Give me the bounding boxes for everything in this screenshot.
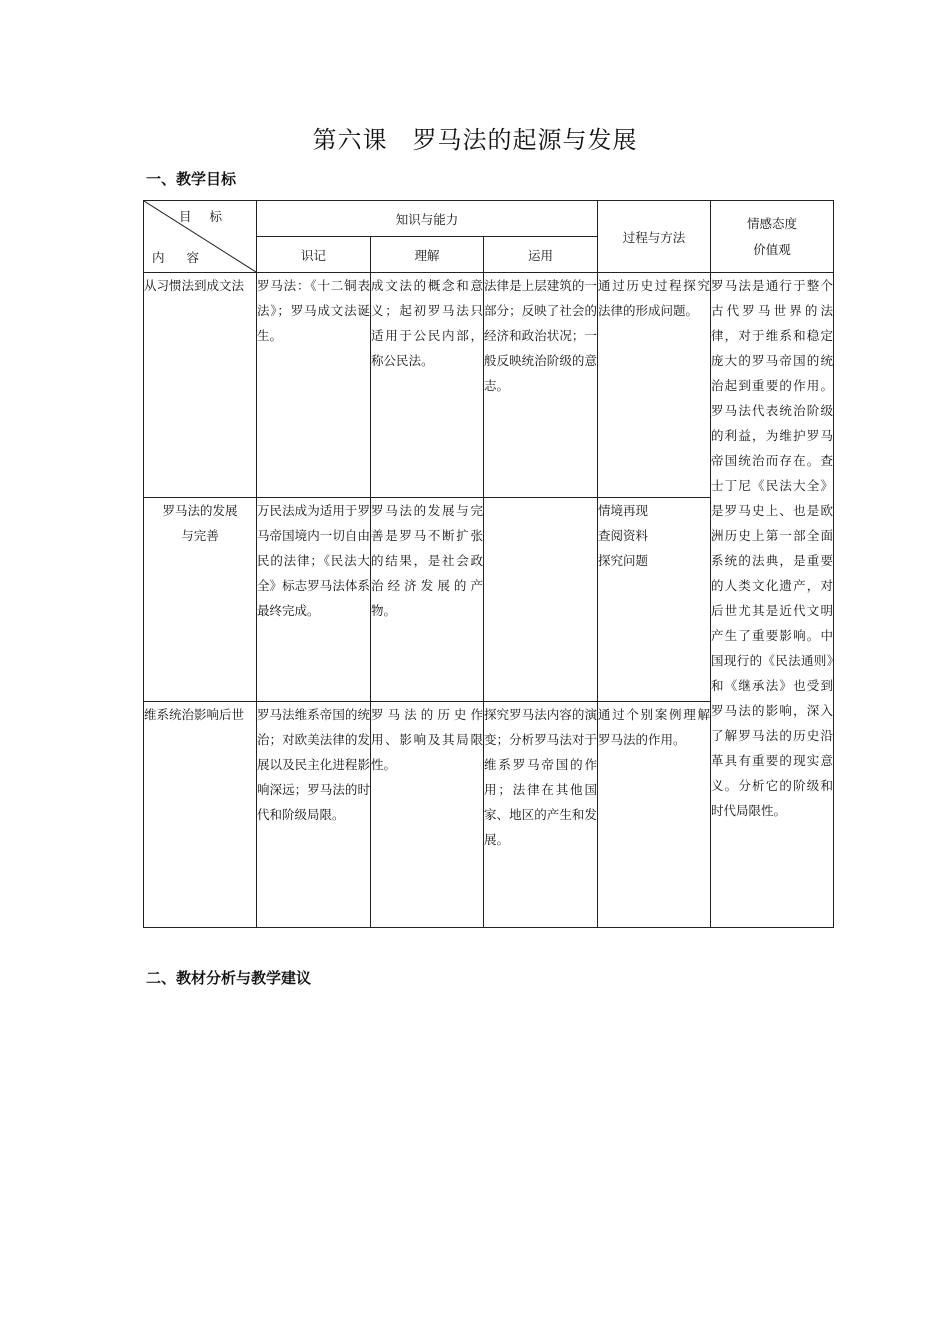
cell-process: 通过个别案例理解罗马法的作用。 [598, 702, 711, 928]
process-line: 探究问题 [598, 553, 649, 568]
subheader-apply: 运用 [484, 237, 598, 273]
cell-understand: 罗马法的历史作用、影响及其局限性。 [371, 702, 484, 928]
section-heading-analysis: 二、教材分析与教学建议 [146, 969, 312, 987]
subheader-understand: 理解 [371, 237, 484, 273]
subheader-memorize: 识记 [257, 237, 371, 273]
process-header: 过程与方法 [598, 201, 711, 273]
cell-understand: 罗马法的发展与完善是罗马不断扩张的结果，是社会政治经济发展的产物。 [371, 498, 484, 702]
section-heading-objectives: 一、教学目标 [146, 170, 237, 188]
cell-apply: 探究罗马法内容的演变；分析罗马法对于维系罗马帝国的作用；法律在其他国家、地区的产生和发展。 [484, 702, 598, 928]
objectives-table [143, 200, 834, 928]
process-line: 查阅资料 [598, 528, 649, 543]
corner-top-label: 目标 [178, 209, 240, 224]
knowledge-header: 知识与能力 [257, 201, 598, 237]
cell-understand: 成文法的概念和意义；起初罗马法只适用于公民内部，称公民法。 [371, 273, 484, 498]
corner-bottom-label: 内容 [152, 250, 222, 265]
row-label: 维系统治影响后世 [144, 702, 257, 928]
cell-process: 通过历史过程探究法律的形成问题。 [598, 273, 711, 498]
process-line: 情境再现 [598, 503, 649, 518]
cell-memorize: 万民法成为适用于罗马帝国境内一切自由民的法律；《民法大全》标志罗马法体系最终完成。 [257, 498, 371, 702]
cell-memorize: 罗马法维系帝国的统治；对欧美法律的发展以及民主化进程影响深远；罗马法的时代和阶级局限。 [257, 702, 371, 928]
cell-apply [484, 498, 598, 702]
row-label-text: 罗马法的发展与完善 [162, 503, 238, 543]
emotion-header-line1: 情感态度 [746, 215, 797, 231]
emotion-header [711, 201, 834, 273]
cell-memorize: 罗马法：《十二铜表法》；罗马成文法诞生。 [257, 273, 371, 498]
cell-apply: 法律是上层建筑的一部分；反映了社会的经济和政治状况；一般反映统治阶级的意志。 [484, 273, 598, 498]
row-label: 从习惯法到成文法 [144, 273, 257, 498]
cell-emotion: 罗马法是通行于整个古代罗马世界的法律，对于维系和稳定庞大的罗马帝国的统治起到重要的作用。罗马法代表统治阶级的利益，为维护罗马帝国统治而存在。查士丁尼《民法大全》是罗马史上、也是欧洲历史上第一部全面系统的法典，是重要的人类文化遗产，对后世尤其是近代文明产生了重要影响。中国现行的《民法通则》和《继承法》也受到罗马法的影响，深入了解罗马法的历史沿革具有重要的现实意义。分析它的阶级和时代局限性。 [711, 273, 834, 928]
corner-header-cell [144, 201, 257, 273]
page-title: 第六课 罗马法的起源与发展 [312, 126, 638, 154]
cell-process [598, 498, 711, 702]
emotion-header-line2: 价值观 [753, 241, 791, 257]
row-label [144, 498, 257, 702]
